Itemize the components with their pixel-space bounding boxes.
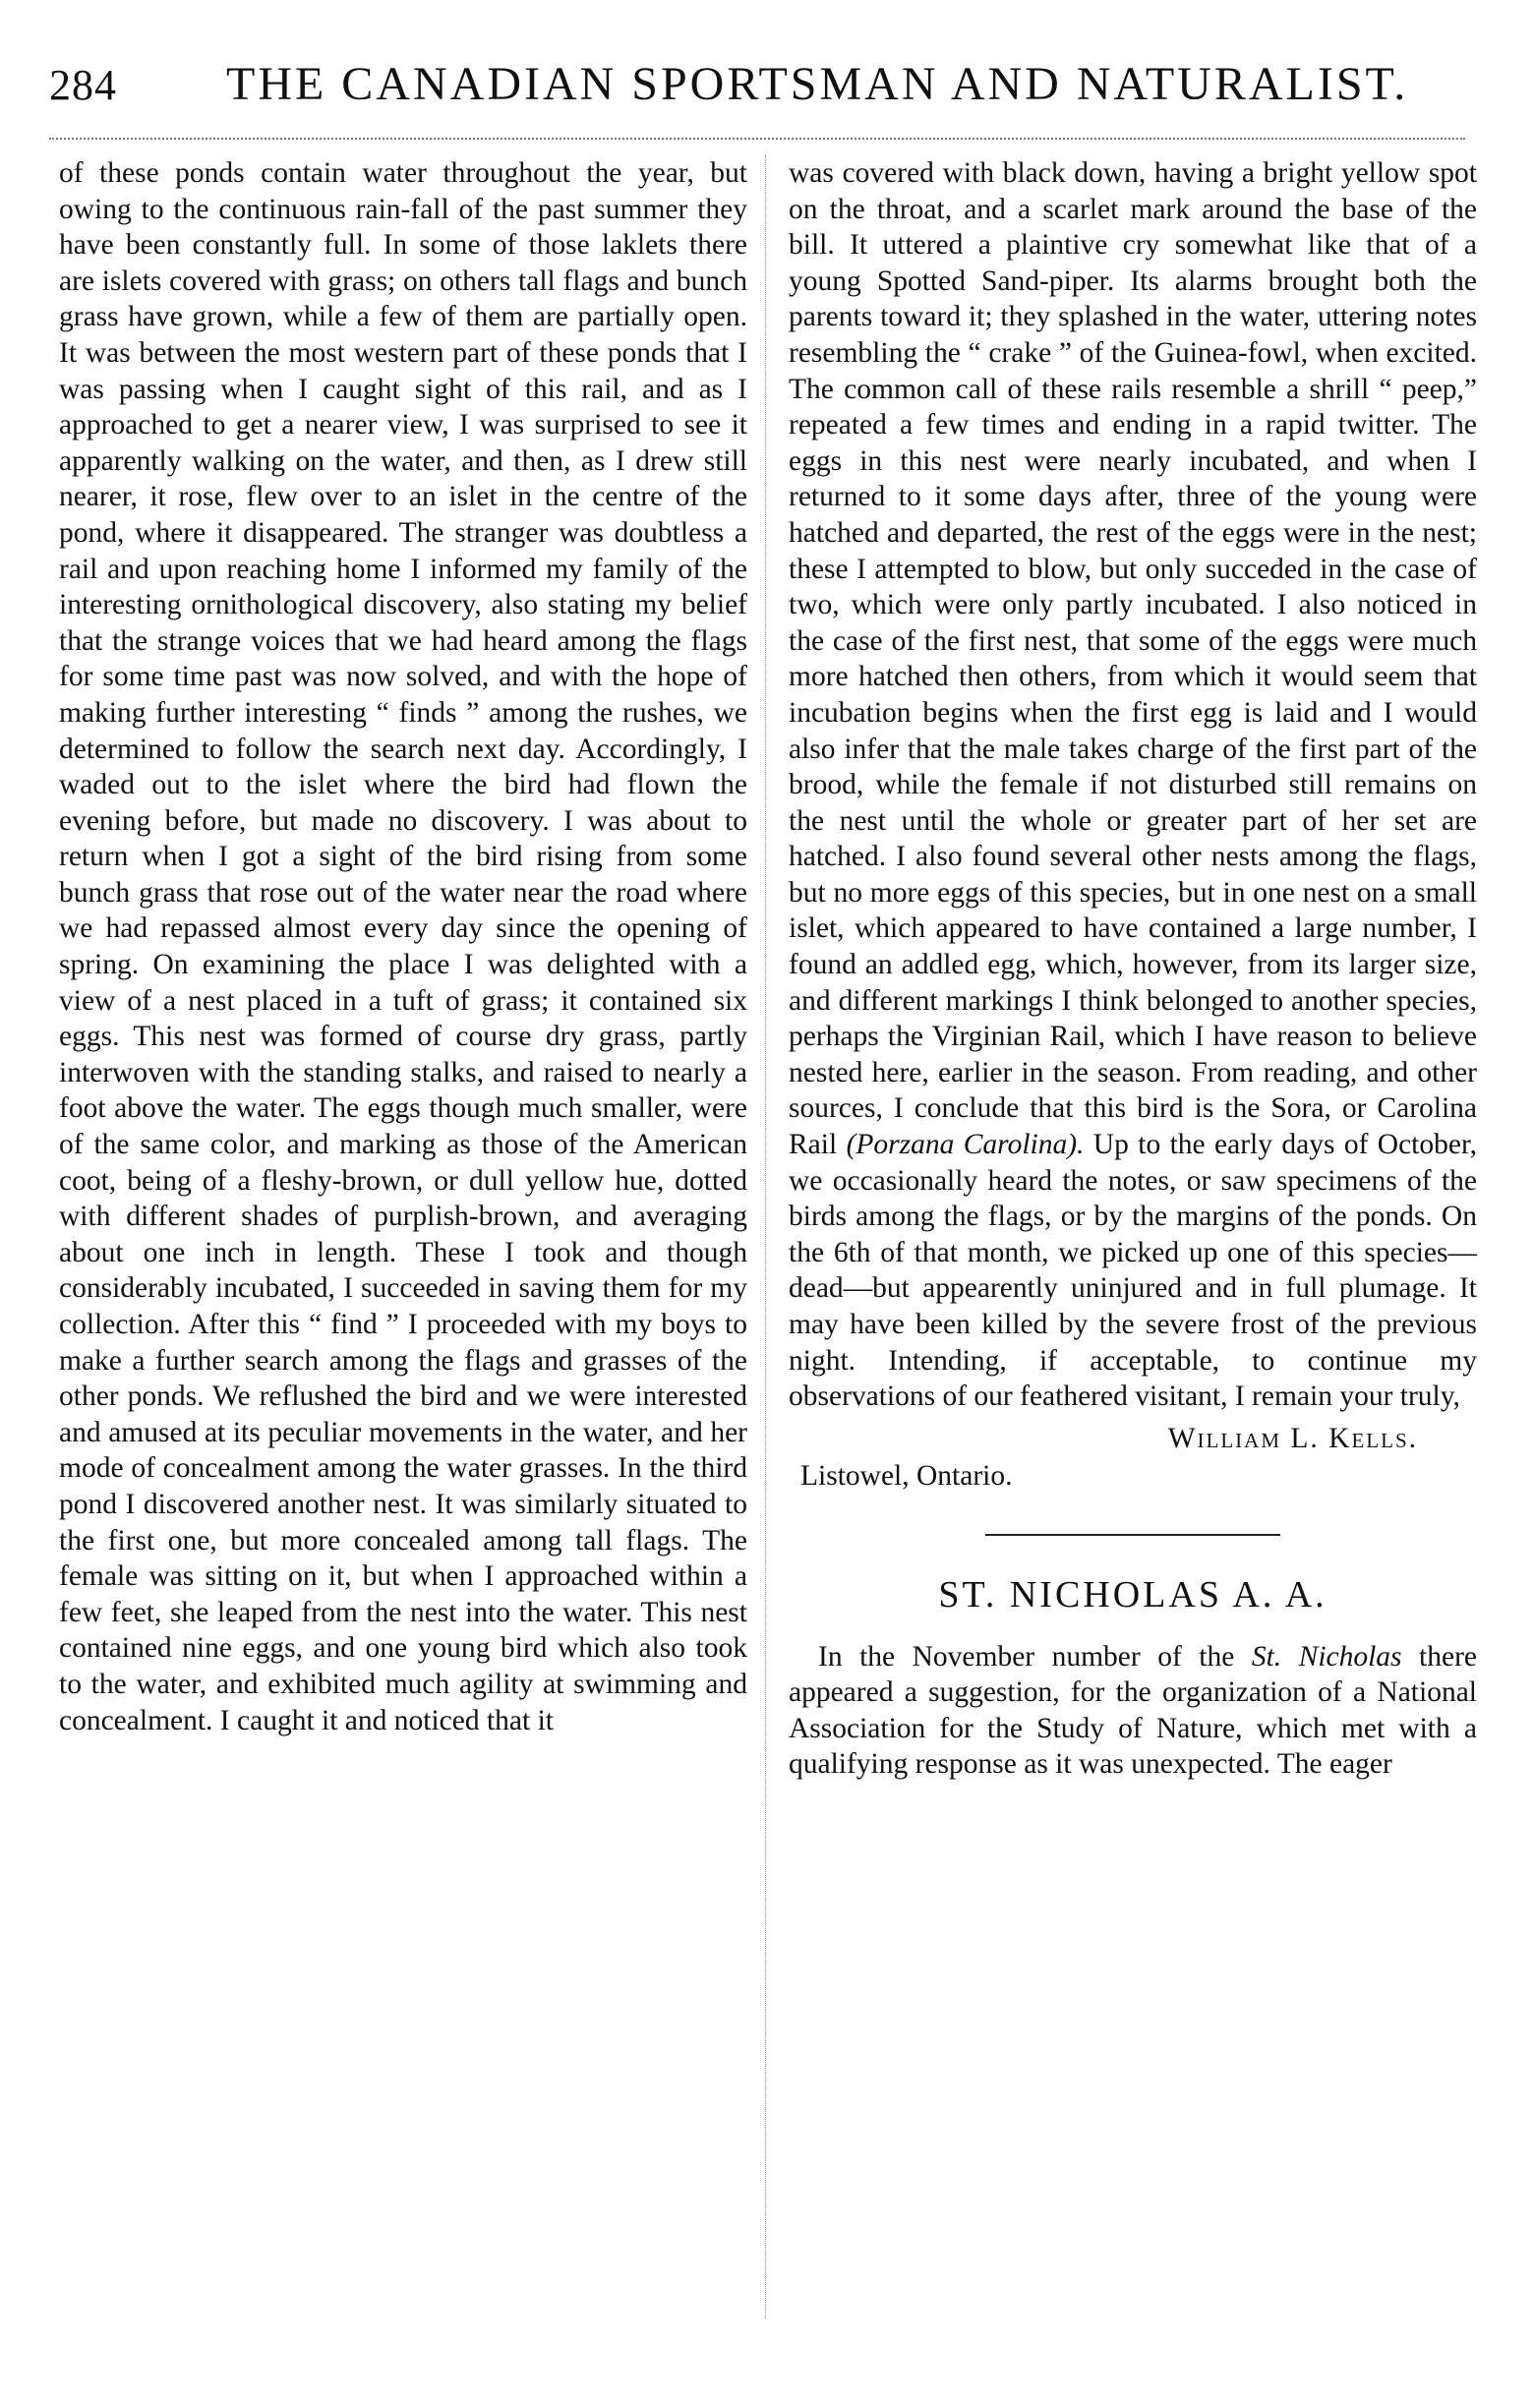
right-column-text: was covered with black down, having a bright yellow spot on the throat, and a scarlet mark around the base of the bill. It uttered a plaintive cry somewhat like that of a young Spotted Sand-piper. Its alarms brought both the parents toward it; they splashed in the water, uttering notes resembling the “ crake ” of the Guinea-fowl, when excited. The common call of these rails resemble a shrill “ peep,” repeated a few times and ending in a rapid twitter. The eggs in this nest were nearly incubated, and when I returned to it some days after, three of the young were hatched and departed, the rest of the eggs were in the nest; these I attempted to blow, but only succeded in the case of two, which were only partly incubated. I also noticed in the case of the first nest, that some of the eggs were much more hatched then others, from which it would seem that incubation begins when the first egg is laid and I would also infer that the male takes charge of the first part of the brood, while the female if not disturbed still remains on the nest until the whole or greater part of her set are hatched. I also found several other nests among the flags, but no more eggs of this species, but in one nest on a small islet, which appeared to have contained a large number, I found an addled egg, which, however, from its larger size, and different markings I think belonged to another species, perhaps the Virginian Rail, which I have reason to believe nested here, earlier in the season. From reading, and other sources, I conclude that this bird is the Sora, or Carolina Rail [789, 157, 1477, 1161]
magazine-title: St. Nicholas [1251, 1640, 1402, 1673]
species-name: (Porzana Carolina). [846, 1129, 1085, 1161]
section-intro-text: In the November number of the [818, 1640, 1252, 1673]
author-place: Listowel, Ontario. [800, 1460, 1013, 1493]
section-rule [985, 1534, 1280, 1536]
section-heading: ST. NICHOLAS A. A. [938, 1573, 1328, 1615]
right-column-text-continued: Up to the early days of October, we occasionally heard the notes, or saw specimens of the birds among the flags, or by the margins of the ponds. On the 6th of that month, we picked up one of this species—dead—but appearently uninjured and in full plumage. It may have been killed by the severe frost of the previous night. Intending, if acceptable, to continue my observations of our feathered visitant, I remain your truly, [789, 1129, 1477, 1413]
right-column-paragraph [789, 155, 1477, 1415]
header-rule [49, 138, 1465, 140]
running-title: THE CANADIAN SPORTSMAN AND NATURALIST. [226, 58, 1409, 110]
author-signature: William L. Kells. [1167, 1422, 1418, 1454]
page-header [49, 57, 1465, 136]
left-column-text: of these ponds contain water throughout the year, but owing to the continuous rain-fall of the past summer they have been constantly full. In some of those laklets there are islets covered with grass; on others tall flags and bunch grass have grown, while a few of them are partially open. It was between the most western part of these ponds that I was passing when I caught sight of this rail, and as I approached to get a nearer view, I was surprised to see it apparently walking on the water, and then, as I drew still nearer, it rose, flew over to an islet in the centre of the pond, where it disappeared. The stranger was doubtless a rail and upon reaching home I informed my family of the interesting ornithological discovery, also stating my belief that the strange voices that we had heard among the flags for some time past was now solved, and with the hope of making further interesting “ finds ” among the rushes, we determined to follow the search next day. Accordingly, I waded out to the islet where the bird had flown the evening before, but made no discovery. I was about to return when I got a sight of the bird rising from some bunch grass that rose out of the water near the road where we had repassed almost every day since the opening of spring. On examining the place I was delighted with a view of a nest placed in a tuft of grass; it contained six eggs. This nest was formed of course dry grass, partly interwoven with the standing stalks, and raised to nearly a foot above the water. The eggs though much smaller, were of the same color, and marking as those of the American coot, being of a fleshy-brown, or dull yellow hue, dotted with different shades of purplish-brown, and averaging about one inch in length. These I took and though considerably incubated, I succeeded in saving them for my collection. After this “ find ” I proceeded with my boys to make a further search among the flags and grasses of the other ponds. We reflushed the bird and we were interested and amused at its peculiar movements in the water, and her mode of concealment among the water grasses. In the third pond I discovered another nest. It was similarly situated to the first one, but more concealed among tall flags. The female was sitting on it, but when I approached within a few feet, she leaped from the nest into the water. This nest contained nine eggs, and one young bird which also took to the water, and exhibited much agility at swimming and concealment. I caught it and noticed that it [59, 157, 747, 1736]
column-divider [765, 155, 766, 2319]
left-column [59, 155, 747, 1738]
right-column [789, 155, 1477, 1783]
page-number: 284 [49, 61, 117, 109]
section-paragraph [789, 1639, 1477, 1783]
section-intro-text-continued: there appeared a suggestion, for the organization of a National Association for the Study of Nature, which met with a qualifying response as it was unexpected. The eager [789, 1640, 1477, 1781]
